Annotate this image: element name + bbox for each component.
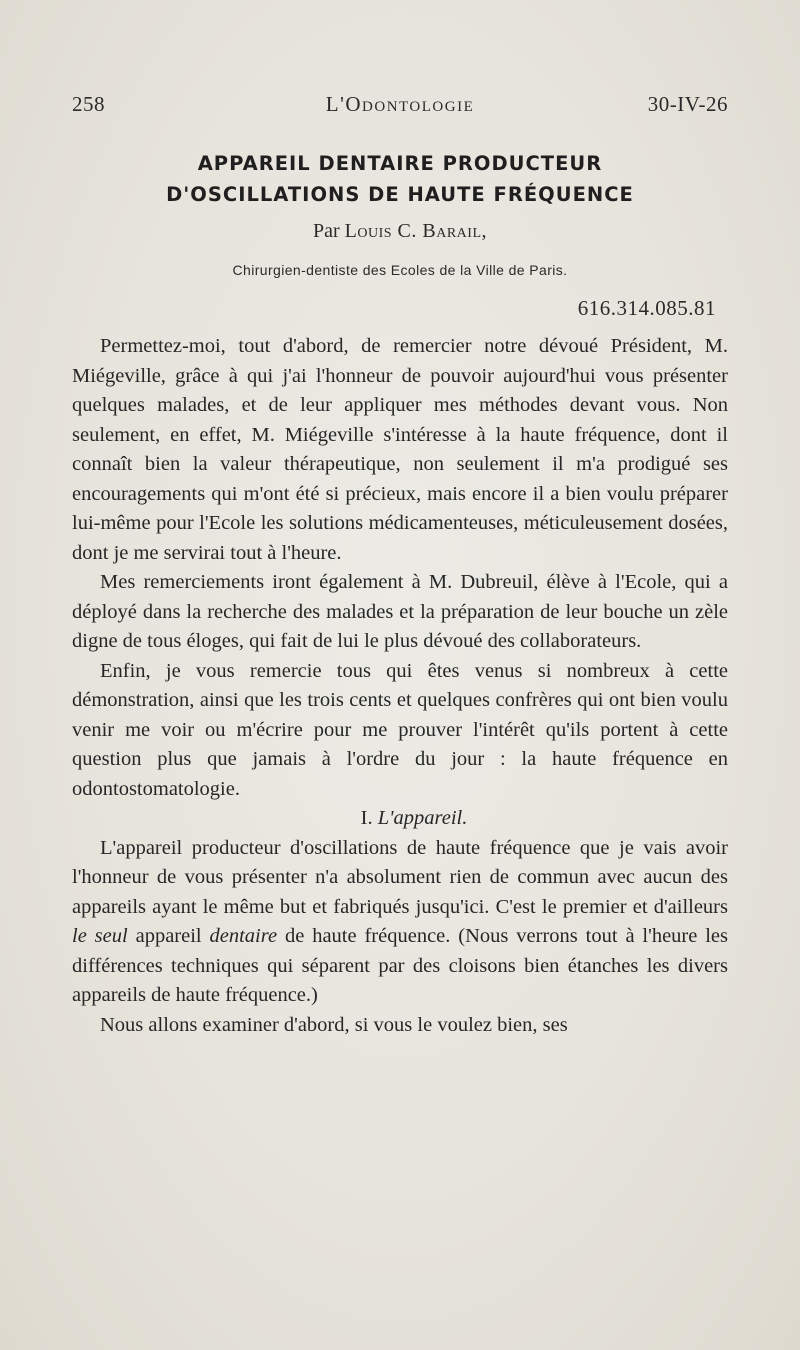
paragraph-5: Nous allons examiner d'abord, si vous le voulez bien, ses [100,1013,568,1036]
title-line-1: APPAREIL DENTAIRE PRODUCTEUR [197,152,603,175]
article-body [72,332,728,1040]
paragraph-4-part-b: appareil [127,925,210,947]
article-title [72,148,728,210]
emphasis-dentaire: dentaire [209,925,278,947]
running-head [72,92,728,118]
section-heading [72,804,728,834]
page-number: 258 [72,92,105,116]
paragraph-4 [72,834,728,1011]
paragraph-4-part-c: de haute fréquence. (Nous verrons tout à l'heure les différences techniques qui séparent par des cloisons bien étanches les divers appareils de haute fréquence.) [72,925,729,1006]
section-number: I. [360,807,373,829]
paragraph-1: Permettez-moi, tout d'abord, de remercier notre dévoué Président, M. Miégeville, grâce à qui j'ai l'honneur de pouvoir aujourd'hui vous présenter quelques malades, et de leur appliquer mes méthodes devant vous. Non seulement, en effet, M. Miégeville s'intéresse à la haute fréquence, dont il connaît bien la valeur thérapeutique, non seulement il m'a prodigué ses encouragements qui m'ont été si précieux, mais encore il a bien voulu préparer lui-même pour l'Ecole les solutions médicamenteuses, méticuleusement dosées, dont je me servirai tout à l'heure. [72,335,728,564]
classification-number: 616.314.085.81 [577,296,716,320]
paragraph-3: Enfin, je vous remercie tous qui êtes venus si nombreux à cette démonstration, ainsi que les trois cents et quelques confrères qui ont bien voulu venir me voir ou m'écrire pour me prouver l'intérêt qu'ils portent à cette question plus que jamais à l'ordre du jour : la haute fréquence en odontostomatologie. [72,659,728,800]
paragraph-4-part-a: L'appareil producteur d'oscillations de haute fréquence que je vais avoir l'honneur de vous présenter n'a absolument rien de commun avec aucun des appareils ayant le même but et fabriqués jusqu'ici. C'est le premier et d'ailleurs [72,836,728,918]
title-line-2: D'OSCILLATIONS DE HAUTE FRÉQUENCE [166,183,634,206]
byline-prefix: Par [312,220,340,242]
journal-title: L'Odontologie [325,92,475,116]
paragraph-2: Mes remerciements iront également à M. Dubreuil, élève à l'Ecole, qui a déployé dans la recherche des malades et la préparation de leur bouche un zèle digne de tous éloges, qui fait de lui le plus dévoué des collaborateurs. [72,571,728,652]
byline [72,220,728,243]
author-name: Louis C. Barail, [344,220,487,242]
emphasis-le-seul: le seul [72,925,128,947]
author-affiliation: Chirurgien-dentiste des Ecoles de la Ville de Paris. [232,262,568,278]
issue-date: 30-IV-26 [647,92,728,116]
section-title-text: L'appareil. [377,807,468,829]
